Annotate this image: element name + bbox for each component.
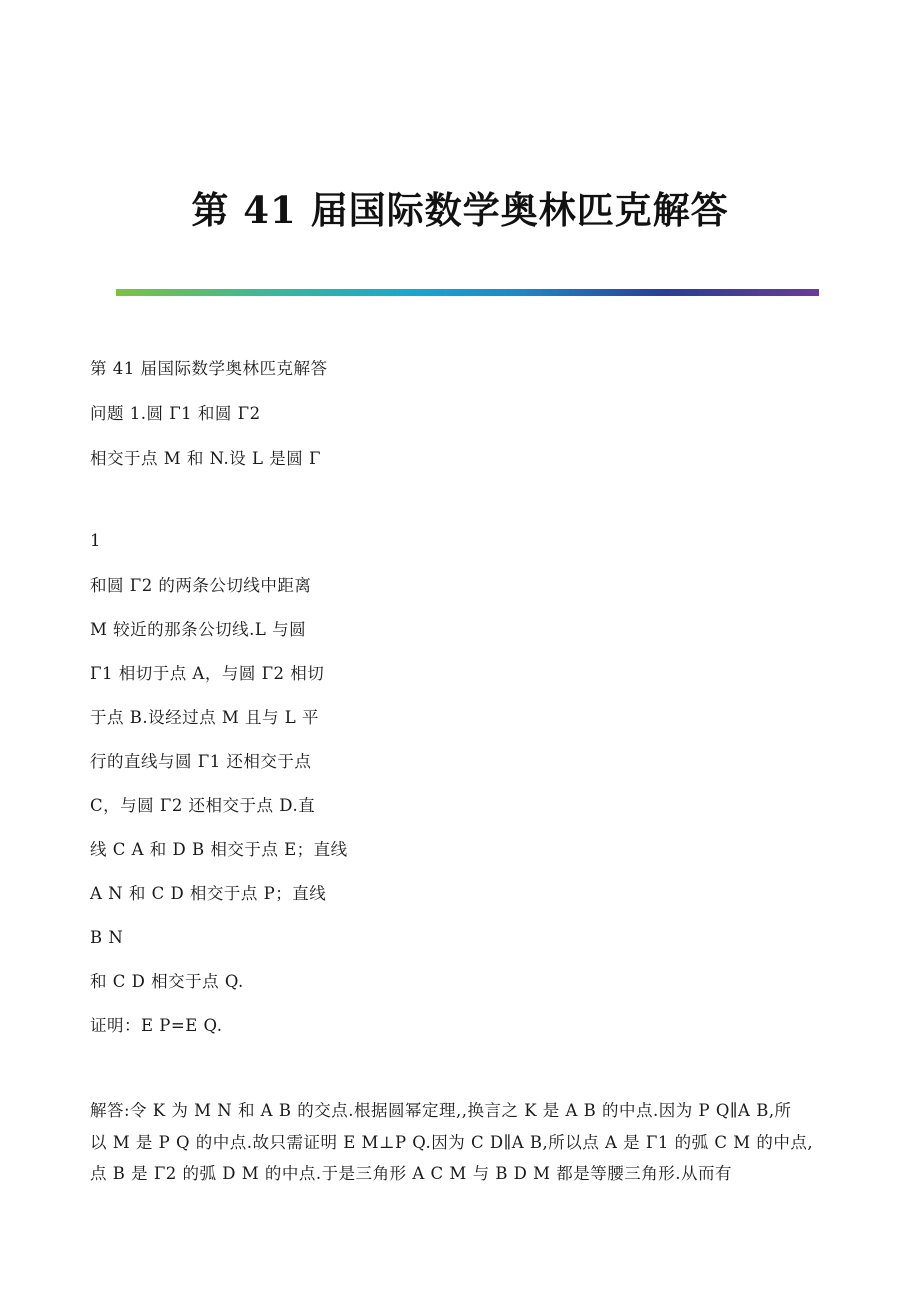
solution-line: 以 M 是 P Q 的中点.故只需证明 E M⊥P Q.因为 C D∥A B,所以点 A 是 Γ1 的弧 C M 的中点, [90, 1132, 814, 1152]
text-line: 行的直线与圆 Γ1 还相交于点 [90, 752, 312, 771]
text-line: A N 和 C D 相交于点 P；直线 [90, 884, 327, 903]
text-line: 证明：E P=E Q. [90, 1016, 223, 1035]
text-line: Γ1 相切于点 A，与圆 Γ2 相切 [90, 664, 325, 683]
title-divider [116, 289, 819, 296]
text-line: 于点 B.设经过点 M 且与 L 平 [90, 708, 319, 727]
document-title: 第 41 届国际数学奥林匹克解答 [191, 188, 729, 232]
solution-paragraph [90, 1095, 830, 1190]
text-line: 线 C A 和 D B 相交于点 E；直线 [90, 840, 348, 859]
solution-line: 点 B 是 Γ2 的弧 D M 的中点.于是三角形 A C M 与 B D M 都是等腰三角形.从而有 [90, 1164, 733, 1183]
text-line: C，与圆 Γ2 还相交于点 D.直 [90, 796, 316, 815]
text-line: 和 C D 相交于点 Q. [90, 972, 244, 991]
text-line: 相交于点 M 和 N.设 L 是圆 Γ [90, 449, 321, 468]
text-line: 1 [90, 531, 101, 550]
solution-line: 解答:令 K 为 M N 和 A B 的交点.根据圆幂定理,,换言之 K 是 A B 的中点.因为 P Q∥A B,所 [90, 1101, 792, 1120]
text-line: 问题 1.圆 Γ1 和圆 Γ2 [90, 404, 261, 423]
text-line: 和圆 Γ2 的两条公切线中距离 [90, 576, 312, 595]
text-line: 第 41 届国际数学奥林匹克解答 [90, 359, 328, 378]
text-line: M 较近的那条公切线.L 与圆 [90, 620, 307, 639]
text-line: B N [90, 928, 124, 947]
